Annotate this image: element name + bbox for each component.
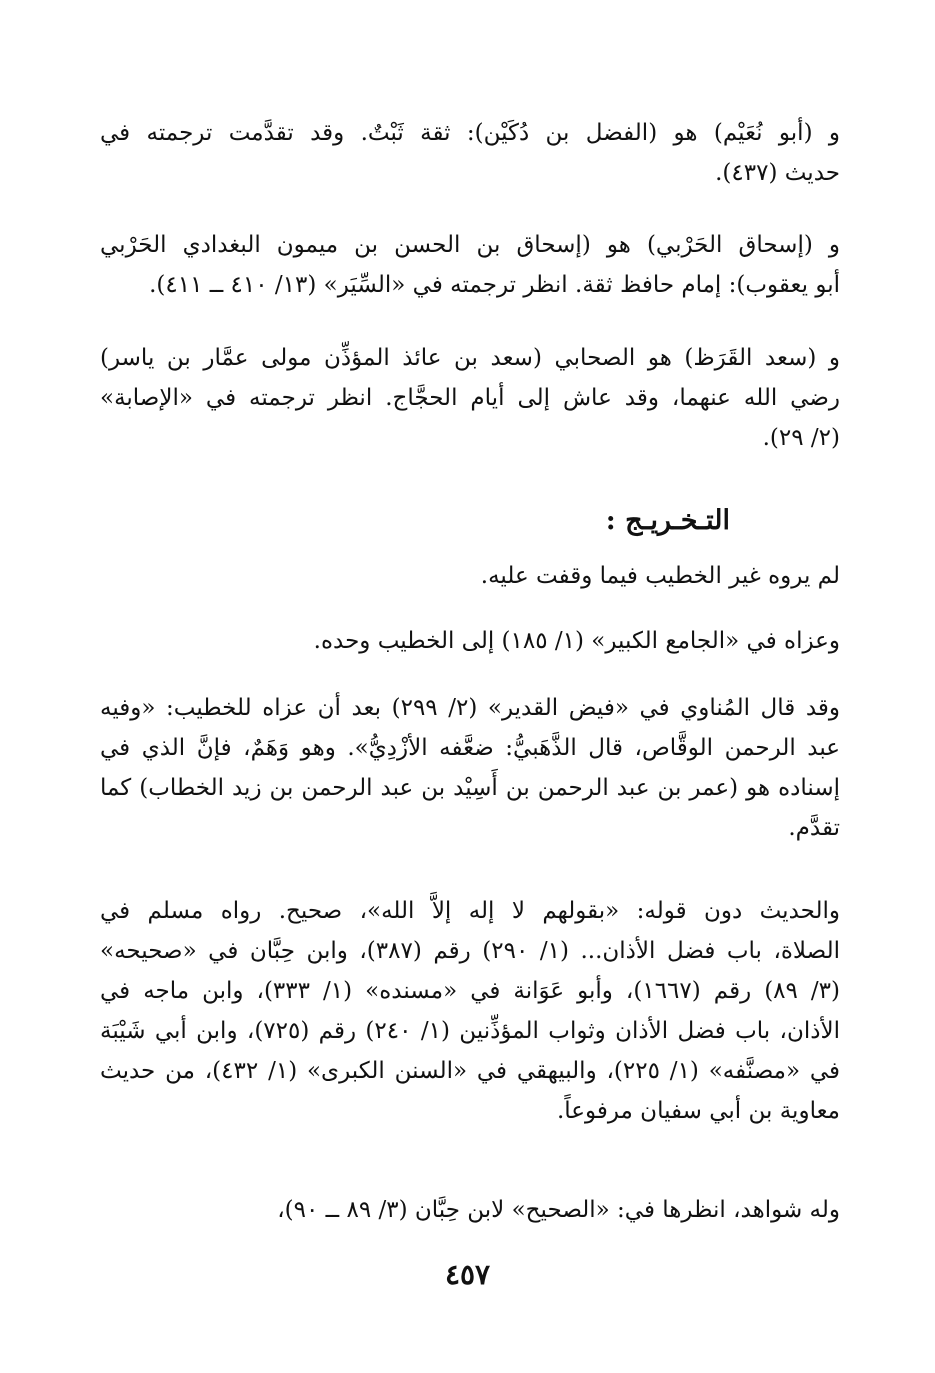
text-line: الأذان، باب فضل الأذان وثواب المؤذِّنين (١/ ٢٤٠) رقم (٧٢٥)، وابن أبي شَيْبَة (100, 1018, 840, 1044)
text-line: (٣/ ٨٩) رقم (١٦٦٧)، وأبو عَوَانة في «مسنده» (١/ ٣٣٣)، وابن ماجه في (100, 978, 840, 1004)
text-line: معاوية بن أبي سفيان مرفوعاً. (556, 1098, 840, 1124)
text-line: وقد قال المُناوي في «فيض القدير» (٢/ ٢٩٩) بعد أن عزاه للخطيب: «وفيه (100, 695, 840, 721)
text-line: تقدَّم. (788, 815, 840, 841)
narrator-note-saad-alqaraz (100, 338, 840, 458)
narrator-note-ishaq-alharbi (100, 225, 840, 305)
text-line: و (سعد القَرَظ) هو الصحابي (سعد بن عائذ المؤذِّن مولى عمَّار بن ياسر) (100, 345, 840, 371)
text-line: (٢/ ٢٩). (762, 425, 840, 451)
text-line: إسناده هو (عمر بن عبد الرحمن بن أَسِيْد بن عبد الرحمن بن زيد الخطاب) كما (100, 775, 840, 801)
text-line: وله شواهد، انظرها في: «الصحيح» لابن حِبَّان (٣/ ٨٩ ــ ٩٠)، (277, 1197, 840, 1223)
paragraph-hadith-sources (100, 891, 840, 1131)
text-line: عبد الرحمن الوقَّاص، قال الذَّهَبيُّ: ضعَّفه الأزْدِيُّ». وهو وَهَمٌ، فإنَّ الذي في (100, 735, 840, 761)
page-number: ٤٥٧ (444, 1258, 491, 1291)
text-line: و (إسحاق الحَرْبي) هو (إسحاق بن الحسن بن ميمون البغدادي الحَرْبي (100, 232, 840, 258)
takhrij-line-1: لم يروه غير الخطيب فيما وقفت عليه. (480, 563, 840, 589)
narrator-note-abu-nuaym (100, 113, 840, 193)
text-line: و (أبو نُعَيْم) هو (الفضل بن دُكَيْن): ثقة ثَبْتٌ. وقد تقدَّمت ترجمته في (100, 120, 840, 146)
text-line: أبو يعقوب): إمام حافظ ثقة. انظر ترجمته في «السِّيَر» (١٣/ ٤١٠ ــ ٤١١). (149, 272, 840, 298)
text-line: في «مصنَّفه» (١/ ٢٢٥)، والبيهقي في «السنن الكبرى» (١/ ٤٣٢)، من حديث (100, 1058, 840, 1084)
section-heading-takhrij: التـخـريـج : (605, 505, 730, 536)
paragraph-munawi (100, 688, 840, 848)
text-line: حديث (٤٣٧). (715, 160, 840, 186)
text-line: الصلاة، باب فضل الأذان... (١/ ٢٩٠) رقم (٣٨٧)، وابن حِبَّان في «صحيحه» (100, 938, 840, 964)
takhrij-line-2: وعزاه في «الجامع الكبير» (١/ ١٨٥) إلى الخطيب وحده. (313, 628, 840, 654)
paragraph-shawahid (100, 1190, 840, 1230)
text-line: رضي الله عنهما، وقد عاش إلى أيام الحجَّاج. انظر ترجمته في «الإصابة» (100, 385, 840, 411)
text-line: والحديث دون قوله: «بقولهم لا إله إلاَّ الله»، صحيح. رواه مسلم في (100, 898, 840, 924)
